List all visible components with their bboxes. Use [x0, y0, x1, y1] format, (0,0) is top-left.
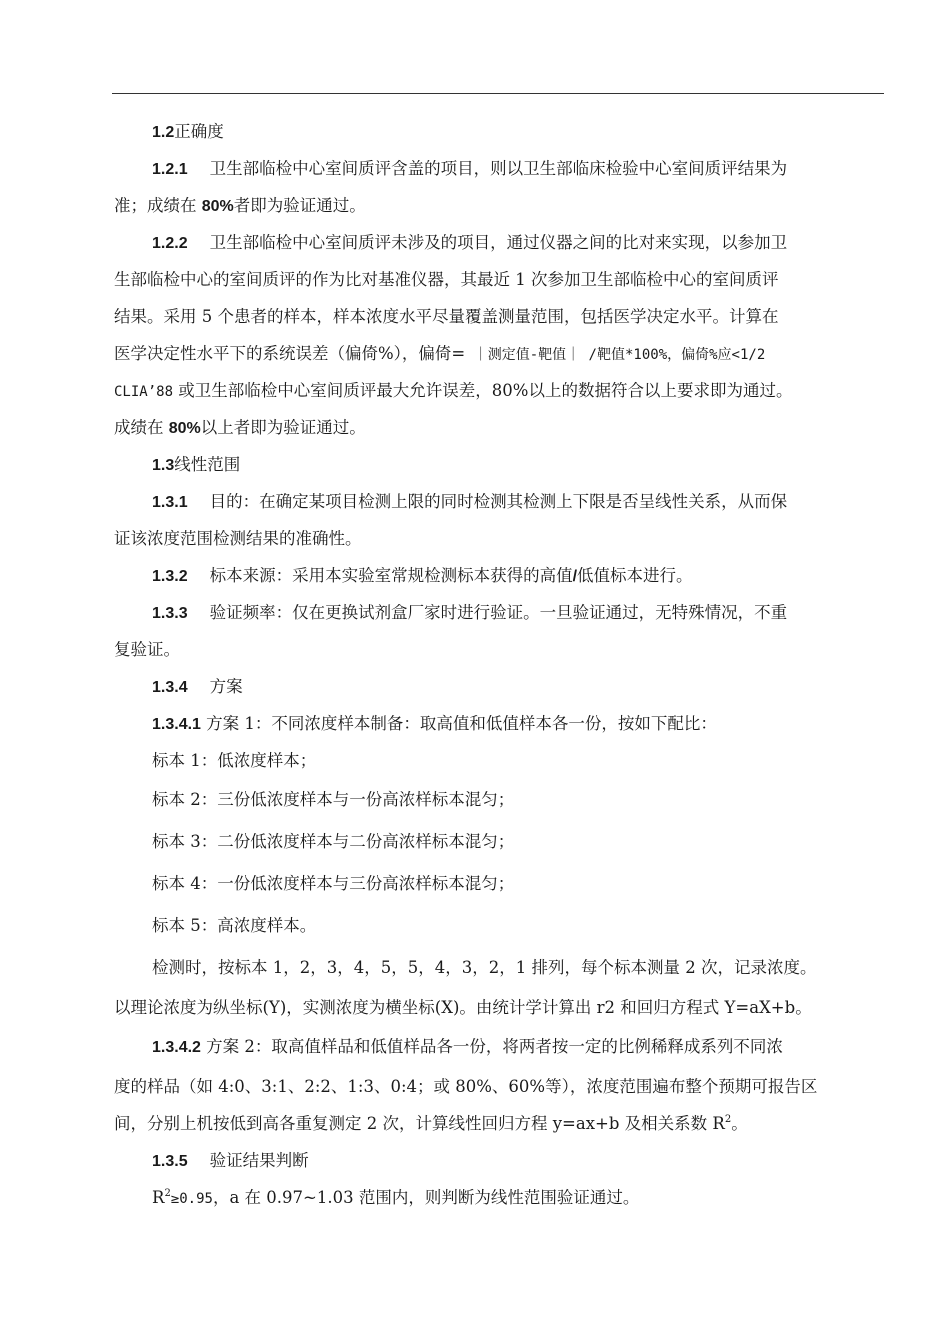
para-1-3-1-line1: 1.3.1 目的：在确定某项目检测上限的同时检测其检测上下限是否呈线性关系，从而保 [152, 492, 788, 511]
para-1-3-2: 1.3.2 标本来源：采用本实验室常规检测标本获得的高值/低值标本进行。 [152, 566, 693, 585]
heading-1-3-4-1: 1.3.4.1 方案 1：不同浓度样本制备：取高值和低值样本各一份，按如下配比： [152, 714, 717, 733]
para-1-3-4-2-line1: 1.3.4.2 方案 2：取高值样品和低值样品各一份，将两者按一定的比例稀释成系列不同浓 [152, 1037, 783, 1056]
para-1-2-2-line1: 1.2.2 卫生部临检中心室间质评未涉及的项目，通过仪器之间的比对来实现，以参加卫 [152, 233, 788, 252]
para-1-2-2-line2: 生部临检中心的室间质评的作为比对基准仪器，其最近 1 次参加卫生部临检中心的室间质评 [114, 270, 779, 289]
para-1-3-3-line2: 复验证。 [114, 640, 180, 659]
para-1-2-2-line5: CLIA’88 或卫生部临检中心室间质评最大允许误差，80%以上的数据符合以上要求即为通过。 [114, 381, 793, 400]
heading-1-2: 1.2正确度 [152, 122, 224, 141]
sample-item-4: 标本 4：一份低浓度样本与三份高浓样标本混匀； [152, 874, 515, 893]
para-1-2-1-line2: 准；成绩在 80%者即为验证通过。 [114, 196, 366, 215]
header-rule [112, 93, 884, 94]
para-1-3-1-line2: 证该浓度范围检测结果的准确性。 [114, 529, 362, 548]
para-1-3-5-line1: $R^2\ge 0.95$，a 在 0.97~1.03 范围内，则判断为线性范围验证通过。 [152, 1188, 640, 1207]
para-1-2-2-line4: 医学决定性水平下的系统误差（偏倚%），偏倚= ｜测定值-靶值｜ /靶值*100%，偏倚%应<1/2 [114, 344, 766, 363]
heading-1-3-5: 1.3.5 验证结果判断 [152, 1151, 309, 1170]
para-1-3-4-2-line2: 度的样品（如 4:0、3:1、2:2、1:3、0:4；或 80%、60%等），浓度范围遍布整个预期可报告区 [114, 1077, 818, 1096]
sample-item-5: 标本 5：高浓度样本。 [152, 916, 317, 935]
para-1-2-2-line3: 结果。采用 5 个患者的样本，样本浓度水平尽量覆盖测量范围，包括医学决定水平。计算在 [114, 307, 779, 326]
sample-item-3: 标本 3：二份低浓度样本与二份高浓样标本混匀； [152, 832, 515, 851]
para-1-3-4-1-line1: 检测时，按标本 1，2，3，4，5，5，4，3，2，1 排列，每个标本测量 2 次，记录浓度。 [152, 958, 817, 977]
para-1-2-1-line1: 1.2.1 卫生部临检中心室间质评含盖的项目，则以卫生部临床检验中心室间质评结果为 [152, 159, 788, 178]
sample-item-2: 标本 2：三份低浓度样本与一份高浓样标本混匀； [152, 790, 515, 809]
sample-item-1: 标本 1：低浓度样本； [152, 751, 317, 770]
para-1-3-4-1-line2: 以理论浓度为纵坐标(Y)，实测浓度为横坐标(X)。由统计学计算出 r2 和回归方程式 Y=aX+b。 [114, 998, 812, 1017]
para-1-3-3-line1: 1.3.3 验证频率：仅在更换试剂盒厂家时进行验证。一旦验证通过，无特殊情况，不重 [152, 603, 788, 622]
heading-1-3-4: 1.3.4 方案 [152, 677, 243, 696]
heading-1-3: 1.3线性范围 [152, 455, 241, 474]
document-body [114, 113, 884, 1216]
para-1-2-2-line6: 成绩在 80%以上者即为验证通过。 [114, 418, 366, 437]
para-1-3-4-2-line3: 间，分别上机按低到高各重复测定 2 次，计算线性回归方程 y=ax+b 及相关系数 $R^2$。 [114, 1114, 748, 1133]
